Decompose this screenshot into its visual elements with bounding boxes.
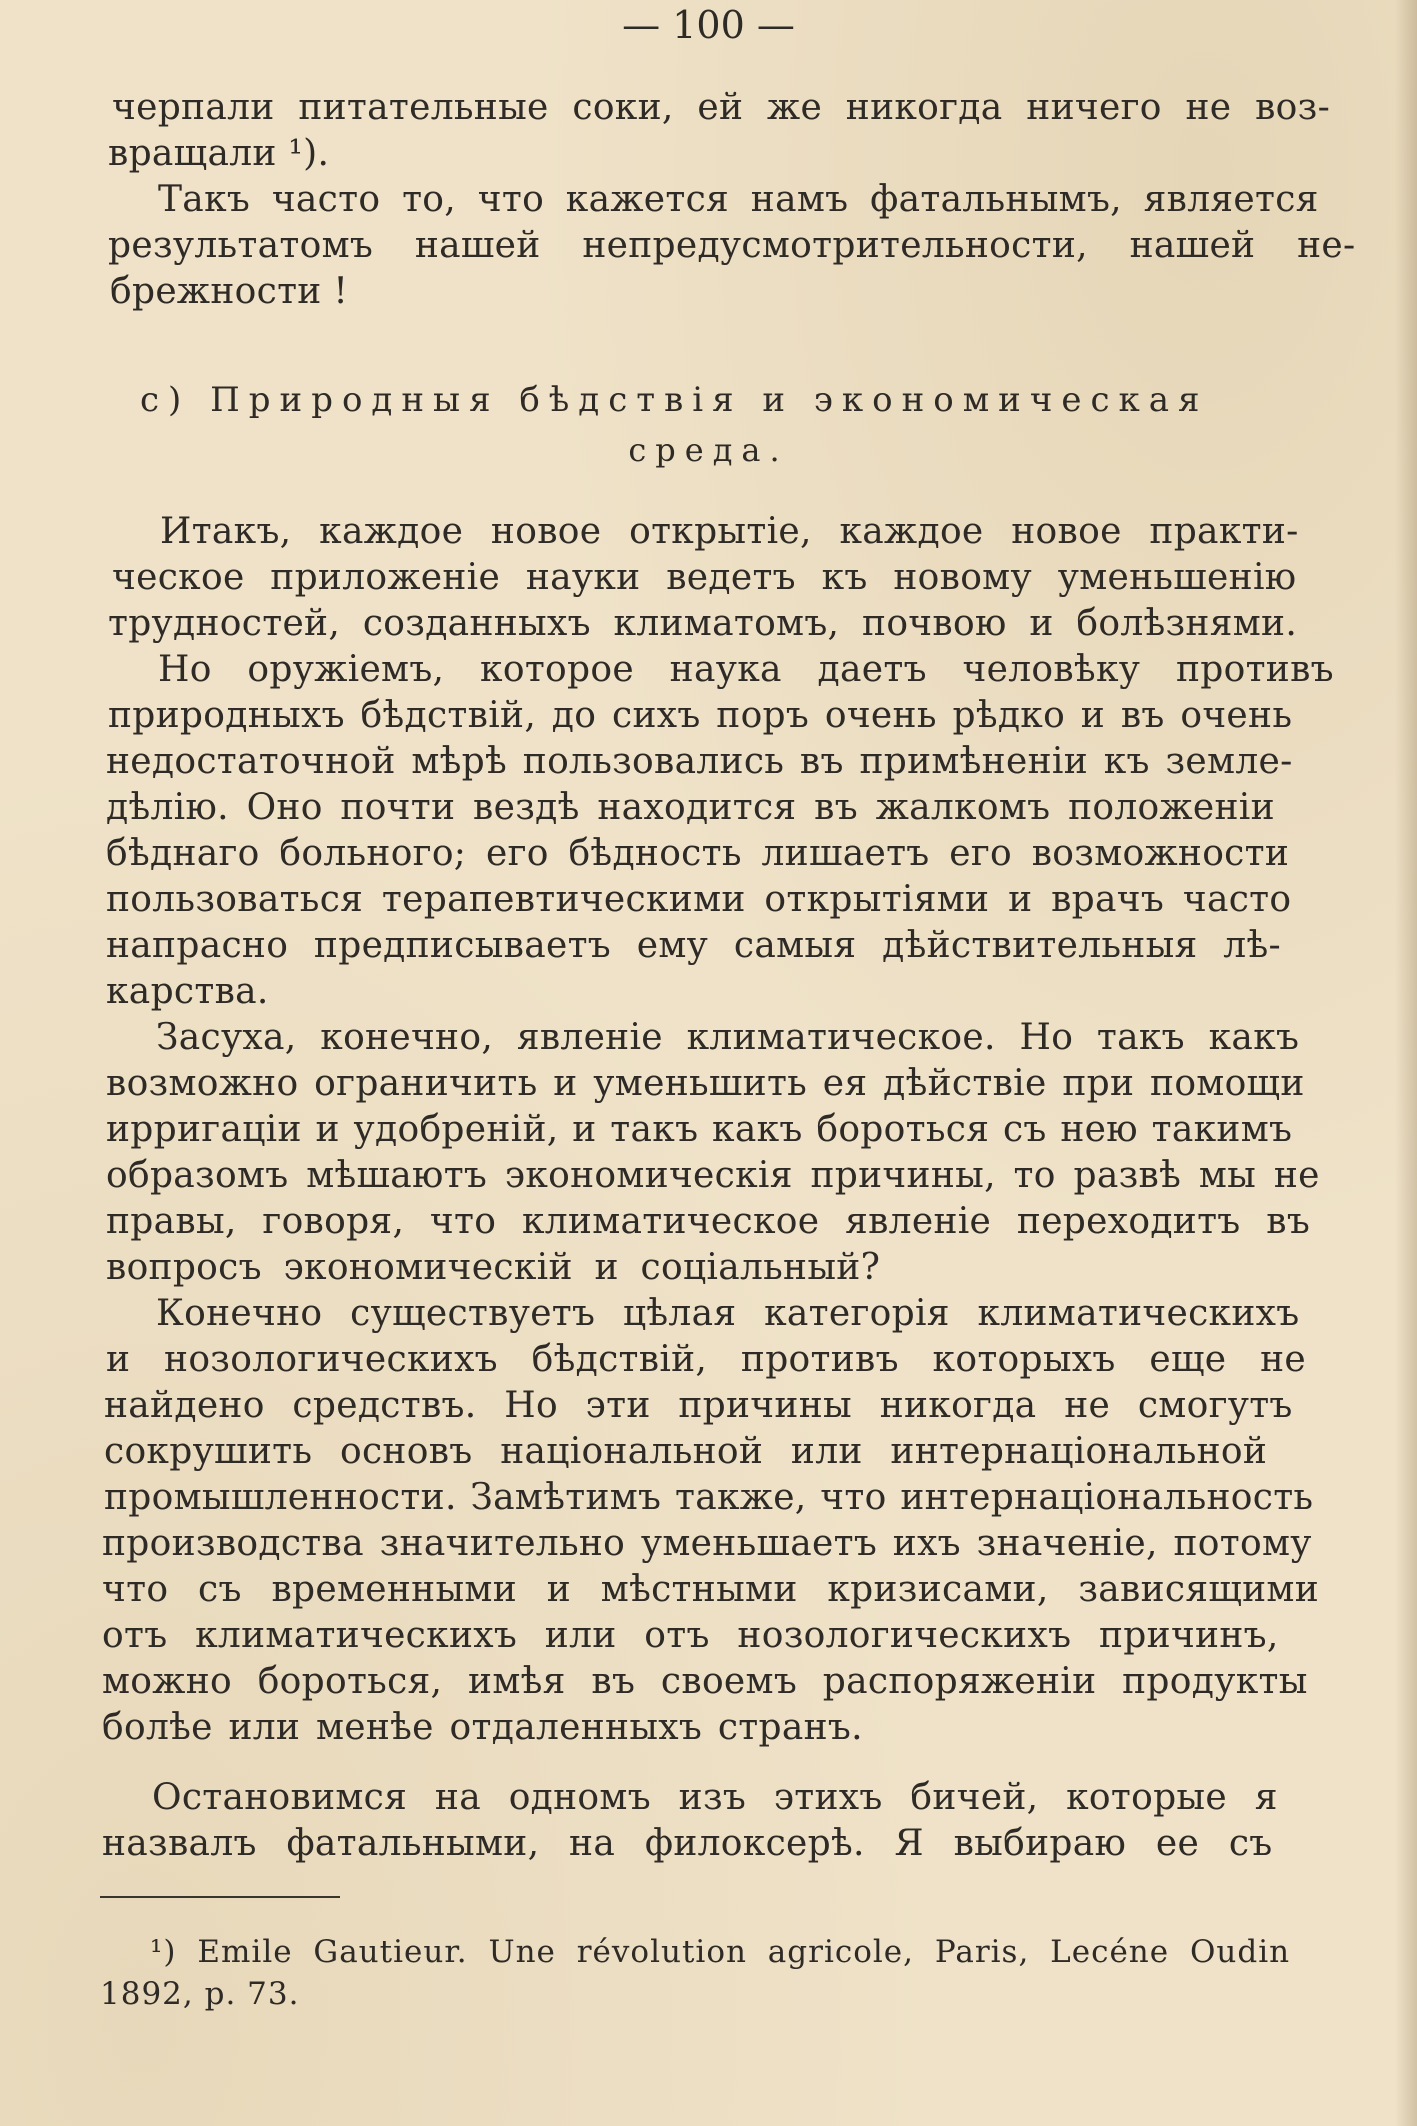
text-line: дѣлію. Оно почти вездѣ находится въ жалкомъ положеніи	[106, 787, 1275, 828]
page-number: — 100 —	[622, 3, 795, 47]
text-line: трудностей, созданныхъ климатомъ, почвою и болѣзнями.	[108, 603, 1298, 644]
text-line: Итакъ, каждое новое открытіе, каждое новое практи-	[160, 511, 1299, 552]
text-line: пользоваться терапевтическими открытіями и врачъ часто	[106, 879, 1292, 920]
text-line: вопросъ экономическій и соціальный?	[106, 1247, 881, 1288]
text-line: отъ климатическихъ или отъ нозологическихъ причинъ,	[102, 1615, 1279, 1656]
footnote-rule	[100, 1896, 340, 1898]
text-line: напрасно предписываетъ ему самыя дѣйствительныя лѣ-	[106, 925, 1281, 966]
text-line: природныхъ бѣдствій, до сихъ поръ очень рѣдко и въ очень	[108, 695, 1293, 736]
text-line: правы, говоря, что климатическое явленіе переходитъ въ	[106, 1201, 1311, 1242]
text-line: карства.	[106, 971, 269, 1012]
text-line: что съ временными и мѣстными кризисами, зависящими	[102, 1569, 1320, 1610]
text-line: ческое приложеніе науки ведетъ къ новому уменьшенію	[112, 557, 1297, 598]
text-line: Остановимся на одномъ изъ этихъ бичей, которые я	[152, 1777, 1278, 1818]
text-line: недостаточной мѣрѣ пользовались въ примѣненіи къ земле-	[106, 741, 1293, 782]
footnote: ¹) Emile Gautieur. Une révolution agricole, Paris, Lecéne Oudin	[150, 1934, 1291, 1970]
text-line: ирригаціи и удобреній, и такъ какъ бороться съ нею такимъ	[106, 1109, 1293, 1150]
text-line: найдено средствъ. Но эти причины никогда не смогутъ	[104, 1385, 1293, 1426]
section-heading: c) Природныя бѣдствія и экономическая	[140, 380, 1209, 420]
text-line: и нозологическихъ бѣдствій, противъ которыхъ еще не	[106, 1339, 1306, 1380]
text-line: возможно ограничить и уменьшить ея дѣйствіе при помощи	[106, 1063, 1305, 1104]
text-line: вращали ¹).	[108, 133, 330, 174]
text-line: сокрушить основъ національной или интернаціональной	[104, 1431, 1268, 1472]
page-edge-shadow	[1395, 0, 1417, 2126]
text-line: можно бороться, имѣя въ своемъ распоряженіи продукты	[102, 1661, 1308, 1702]
text-line: производства значительно уменьшаетъ ихъ значеніе, потому	[102, 1523, 1312, 1564]
text-line: промышленности. Замѣтимъ также, что интернаціональность	[104, 1477, 1314, 1518]
text-line: Засуха, конечно, явленіе климатическое. Но такъ какъ	[156, 1017, 1300, 1058]
text-line: Но оружіемъ, которое наука даетъ человѣку противъ	[158, 649, 1334, 690]
text-line: образомъ мѣшаютъ экономическія причины, то развѣ мы не	[106, 1155, 1320, 1196]
text-line: брежности !	[110, 271, 349, 312]
text-line: назвалъ фатальными, на филоксерѣ. Я выбираю ее съ	[102, 1823, 1273, 1864]
text-line: бѣднаго больного; его бѣдность лишаетъ его возможности	[106, 833, 1290, 874]
text-line: результатомъ нашей непредусмотрительности, нашей не-	[108, 225, 1356, 266]
footnote-continued: 1892, p. 73.	[100, 1976, 300, 2012]
section-heading-continued: среда.	[628, 431, 789, 469]
text-line: болѣе или менѣе отдаленныхъ странъ.	[102, 1707, 863, 1748]
text-line: Конечно существуетъ цѣлая категорія климатическихъ	[156, 1293, 1300, 1334]
text-line: Такъ часто то, что кажется намъ фатальнымъ, является	[158, 179, 1319, 220]
text-line: черпали питательные соки, ей же никогда ничего не воз-	[112, 87, 1331, 128]
